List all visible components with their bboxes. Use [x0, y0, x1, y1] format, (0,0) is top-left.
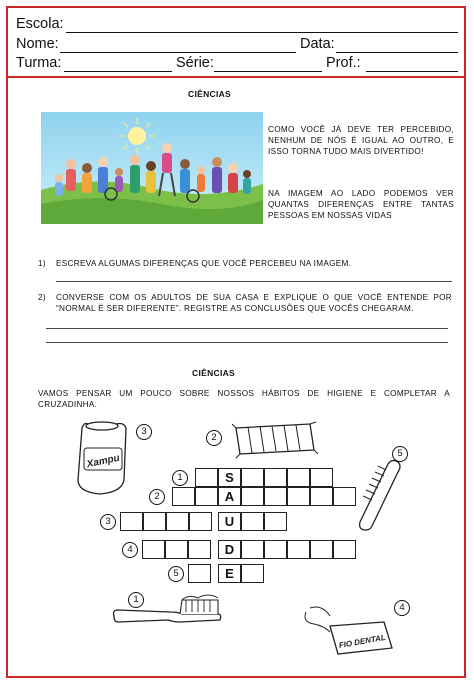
crossword-cell[interactable]: [195, 468, 218, 487]
section1-title: CIÊNCIAS: [188, 89, 232, 99]
crossword-cell[interactable]: [287, 487, 310, 506]
answer-line[interactable]: [56, 281, 452, 282]
intro-paragraph-1: COMO VOCÊ JÁ DEVE TER PERCEBIDO, NENHUM DE NÓS É IGUAL AO OUTRO, E ISSO TORNA TUDO MAIS DIVERTIDO!: [268, 125, 454, 156]
crossword-cell[interactable]: [142, 540, 165, 559]
intro-paragraph-2: NA IMAGEM AO LADO PODEMOS VER QUANTAS DIFERENÇAS ENTRE TANTAS PESSOAS EM NOSSAS VIDAS: [268, 189, 454, 220]
clue-number-4: 4: [122, 542, 138, 558]
crossword-cell[interactable]: [241, 564, 264, 583]
crossword-cell[interactable]: [241, 540, 264, 559]
crossword-cell[interactable]: [241, 468, 264, 487]
school-field[interactable]: [66, 32, 458, 33]
grade-label: Série:: [176, 55, 214, 71]
name-field[interactable]: [60, 52, 296, 53]
worksheet: [6, 6, 466, 678]
crossword-cell-key[interactable]: U: [218, 512, 241, 531]
shampoo-text: Xampu: [85, 452, 121, 471]
crossword-cell[interactable]: [188, 564, 211, 583]
name-label: Nome:: [16, 36, 59, 52]
crossword-cell-key[interactable]: S: [218, 468, 241, 487]
answer-line[interactable]: [46, 328, 448, 329]
grade-field[interactable]: [214, 71, 322, 72]
crossword-cell[interactable]: [172, 487, 195, 506]
diversity-illustration: [41, 112, 263, 224]
answer-line[interactable]: [46, 342, 448, 343]
crossword-cell[interactable]: [264, 487, 287, 506]
crossword-cell[interactable]: [287, 540, 310, 559]
section2-title: CIÊNCIAS: [192, 368, 236, 378]
crossword-cell[interactable]: [310, 540, 333, 559]
crossword-cell-key[interactable]: E: [218, 564, 241, 583]
crossword-intro: VAMOS PENSAR UM POUCO SOBRE NOSSOS HÁBITOS DE HIGIENE E COMPLETAR A CRUZADINHA.: [38, 389, 450, 409]
crossword-cell[interactable]: [165, 540, 188, 559]
crossword-cell[interactable]: [310, 468, 333, 487]
picture-number-1: 1: [128, 592, 144, 608]
teacher-field[interactable]: [366, 71, 458, 72]
crossword-cell[interactable]: [333, 540, 356, 559]
crossword-cell[interactable]: [333, 487, 356, 506]
crossword-cell[interactable]: [188, 540, 211, 559]
question1-number: 1): [38, 259, 46, 268]
crossword-cell[interactable]: [166, 512, 189, 531]
clue-number-5: 5: [168, 566, 184, 582]
toothbrush-illustration: [108, 592, 224, 632]
teacher-label: Prof.:: [326, 55, 361, 71]
question2-number: 2): [38, 293, 46, 302]
towel-illustration: [230, 420, 320, 460]
class-field[interactable]: [64, 71, 172, 72]
crossword-cell[interactable]: [264, 540, 287, 559]
clue-number-1: 1: [172, 470, 188, 486]
question2-text: CONVERSE COM OS ADULTOS DE SUA CASA E EXPLIQUE O QUE VOCÊ ENTENDE POR “NORMAL É SER DIFERENTE”. REGISTRE AS CONCLUSÕES QUE VOCÊS CHEGARAM.: [56, 293, 452, 313]
shampoo-bottle-illustration: [70, 420, 136, 498]
picture-number-2: 2: [206, 430, 222, 446]
comb-illustration: [348, 456, 408, 536]
crossword-cell[interactable]: [264, 512, 287, 531]
header-box: [8, 8, 464, 78]
crossword-cell[interactable]: [195, 487, 218, 506]
crossword-cell[interactable]: [189, 512, 212, 531]
crossword-cell[interactable]: [241, 512, 264, 531]
crossword-cell[interactable]: [241, 487, 264, 506]
class-label: Turma:: [16, 55, 62, 71]
school-label: Escola:: [16, 16, 64, 32]
crossword-cell[interactable]: [287, 468, 310, 487]
crossword-cell[interactable]: [120, 512, 143, 531]
date-label: Data:: [300, 36, 335, 52]
crossword-cell[interactable]: [310, 487, 333, 506]
floss-text: FIO DENTAL: [338, 632, 387, 651]
picture-number-3: 3: [136, 424, 152, 440]
dental-floss-illustration: [300, 602, 400, 658]
clue-number-2: 2: [149, 489, 165, 505]
crossword-cell[interactable]: [264, 468, 287, 487]
crossword-cell[interactable]: [143, 512, 166, 531]
picture-number-4: 4: [394, 600, 410, 616]
crossword-cell-key[interactable]: D: [218, 540, 241, 559]
question1-text: ESCREVA ALGUMAS DIFERENÇAS QUE VOCÊ PERCEBEU NA IMAGEM.: [56, 259, 352, 268]
picture-number-5: 5: [392, 446, 408, 462]
date-field[interactable]: [336, 52, 458, 53]
clue-number-3: 3: [100, 514, 116, 530]
crossword-cell-key[interactable]: A: [218, 487, 241, 506]
